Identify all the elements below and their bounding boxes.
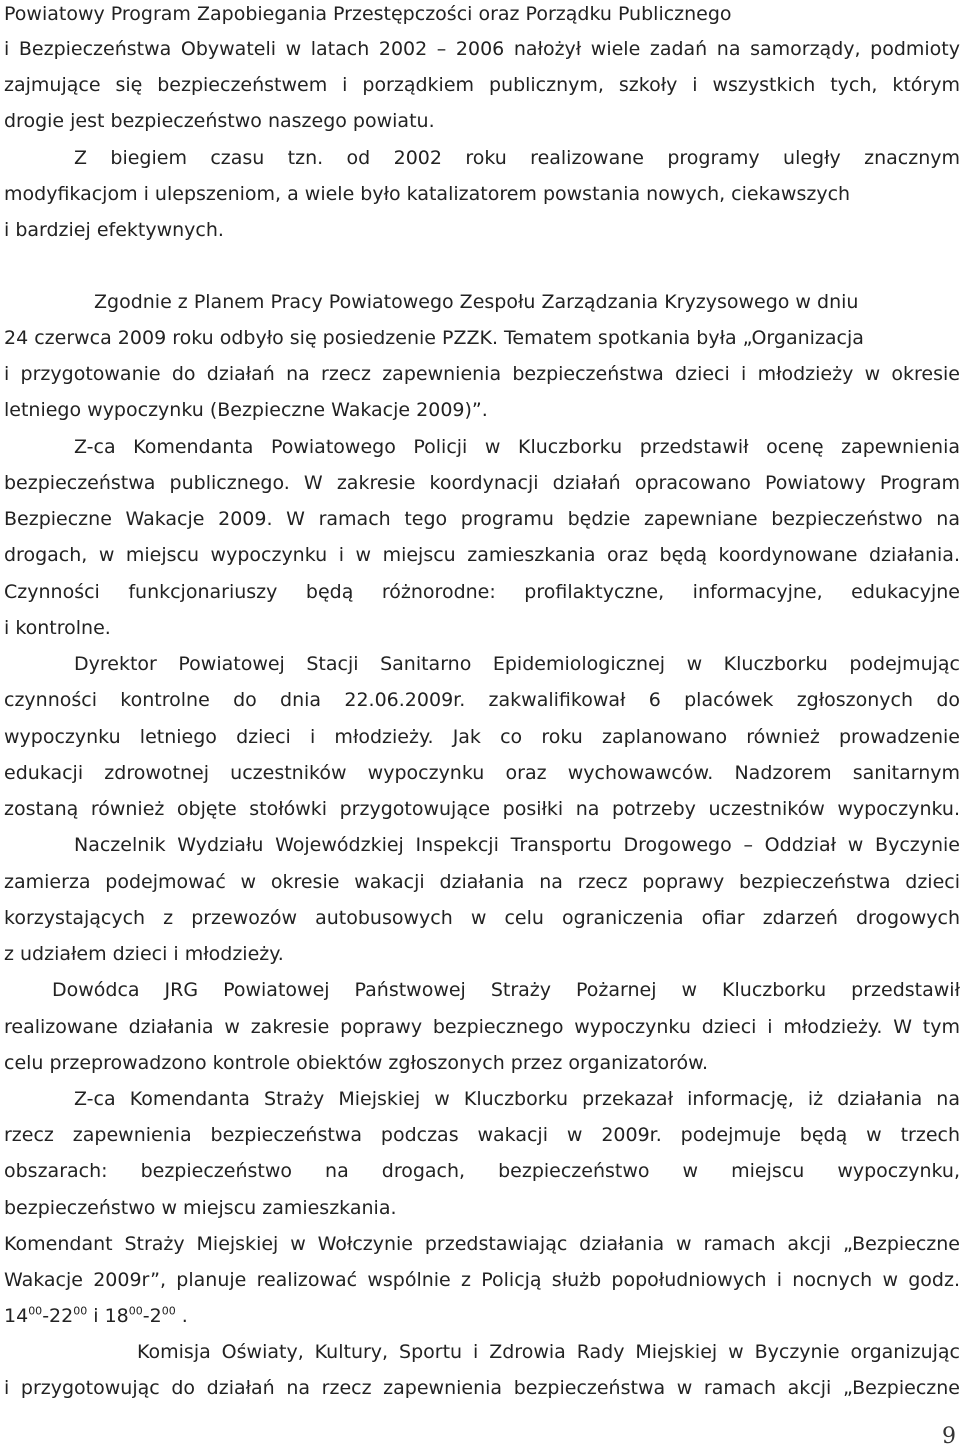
- text-line: i bardziej efektywnych.: [4, 219, 224, 241]
- text-line: wypoczynku letniego dzieci i młodzieży. Jak co roku zaplanowano również prowadzenie: [4, 726, 960, 748]
- text-line: i Bezpieczeństwa Obywateli w latach 2002 – 2006 nałożył wiele zadań na samorządy, podmioty: [4, 38, 960, 60]
- text-line: modyfikacjom i ulepszeniom, a wiele było katalizatorem powstania nowych, ciekawszych: [4, 183, 851, 205]
- text-line: realizowane działania w zakresie poprawy bezpiecznego wypoczynku dzieci i młodzieży. W tym: [4, 1016, 960, 1038]
- text-line: obszarach: bezpieczeństwo na drogach, bezpieczeństwo w miejscu wypoczynku,: [4, 1160, 960, 1182]
- text-line: Dowódca JRG Powiatowej Państwowej Straży Pożarnej w Kluczborku przedstawił: [52, 979, 960, 1001]
- text-line: i przygotowanie do działań na rzecz zapewnienia bezpieczeństwa dzieci i młodzieży w okresie: [4, 363, 960, 385]
- text-line: Wakacje 2009r”, planuje realizować wspólnie z Policją służb popołudniowych i nocnych w godz.: [4, 1269, 960, 1291]
- text-line: letniego wypoczynku (Bezpieczne Wakacje 2009)”.: [4, 399, 488, 421]
- text-line: korzystających z przewozów autobusowych w celu ograniczenia ofiar zdarzeń drogowych: [4, 907, 960, 929]
- text-line: zostaną również objęte stołówki przygotowujące posiłki na potrzeby uczestników wypoczynku.: [4, 798, 960, 820]
- text-line: Powiatowy Program Zapobiegania Przestępczości oraz Porządku Publicznego: [4, 3, 732, 25]
- text-line: Zgodnie z Planem Pracy Powiatowego Zespołu Zarządzania Kryzysowego w dniu: [94, 291, 859, 313]
- page-number: 9: [942, 1424, 956, 1449]
- text-line: bezpieczeństwo w miejscu zamieszkania.: [4, 1197, 397, 1219]
- text-line: Bezpieczne Wakacje 2009. W ramach tego programu będzie zapewniane bezpieczeństwo na: [4, 508, 960, 530]
- text-line: 24 czerwca 2009 roku odbyło się posiedzenie PZZK. Tematem spotkania była „Organizacja: [4, 327, 864, 349]
- text-line: Komisja Oświaty, Kultury, Sportu i Zdrowia Rady Miejskiej w Byczynie organizując: [137, 1341, 960, 1363]
- text-line: i kontrolne.: [4, 617, 111, 639]
- text-line: edukacji zdrowotnej uczestników wypoczynku oraz wychowawców. Nadzorem sanitarnym: [4, 762, 960, 784]
- text-line: drogie jest bezpieczeństwo naszego powiatu.: [4, 110, 435, 132]
- text-line: celu przeprowadzono kontrole obiektów zgłoszonych przez organizatorów.: [4, 1052, 709, 1074]
- text-line: drogach, w miejscu wypoczynku i w miejscu zamieszkania oraz będą koordynowane działania.: [4, 544, 960, 566]
- text-line: Naczelnik Wydziału Wojewódzkiej Inspekcji Transportu Drogowego – Oddział w Byczynie: [74, 834, 960, 856]
- text-line: i przygotowując do działań na rzecz zapewnienia bezpieczeństwa w ramach akcji „Bezpieczne: [4, 1377, 960, 1399]
- text-line: Z biegiem czasu tzn. od 2002 roku realizowane programy uległy znacznym: [74, 147, 960, 169]
- text-line: czynności kontrolne do dnia 22.06.2009r. zakwalifikował 6 placówek zgłoszonych do: [4, 689, 960, 711]
- text-line: Czynności funkcjonariuszy będą różnorodne: profilaktyczne, informacyjne, edukacyjne: [4, 581, 960, 603]
- text-line: Dyrektor Powiatowej Stacji Sanitarno Epidemiologicznej w Kluczborku podejmując: [74, 653, 960, 675]
- text-line: zajmujące się bezpieczeństwem i porządkiem publicznym, szkoły i wszystkich tych, którym: [4, 74, 960, 96]
- text-line: Z-ca Komendanta Powiatowego Policji w Kluczborku przedstawił ocenę zapewnienia: [74, 436, 960, 458]
- text-line: zamierza podejmować w okresie wakacji działania na rzecz poprawy bezpieczeństwa dzieci: [4, 871, 960, 893]
- hours-line: $14^{00}-22^{00}$ i $18^{00}-2^{00}$ .: [4, 1304, 188, 1327]
- text-line: z udziałem dzieci i młodzieży.: [4, 943, 284, 965]
- text-line: rzecz zapewnienia bezpieczeństwa podczas wakacji w 2009r. podejmuje będą w trzech: [4, 1124, 960, 1146]
- text-line: bezpieczeństwa publicznego. W zakresie koordynacji działań opracowano Powiatowy Program: [4, 472, 960, 494]
- text-line: Komendant Straży Miejskiej w Wołczynie przedstawiając działania w ramach akcji „Bezpieczne: [4, 1233, 960, 1255]
- text-line: Z-ca Komendanta Straży Miejskiej w Kluczborku przekazał informację, iż działania na: [74, 1088, 960, 1110]
